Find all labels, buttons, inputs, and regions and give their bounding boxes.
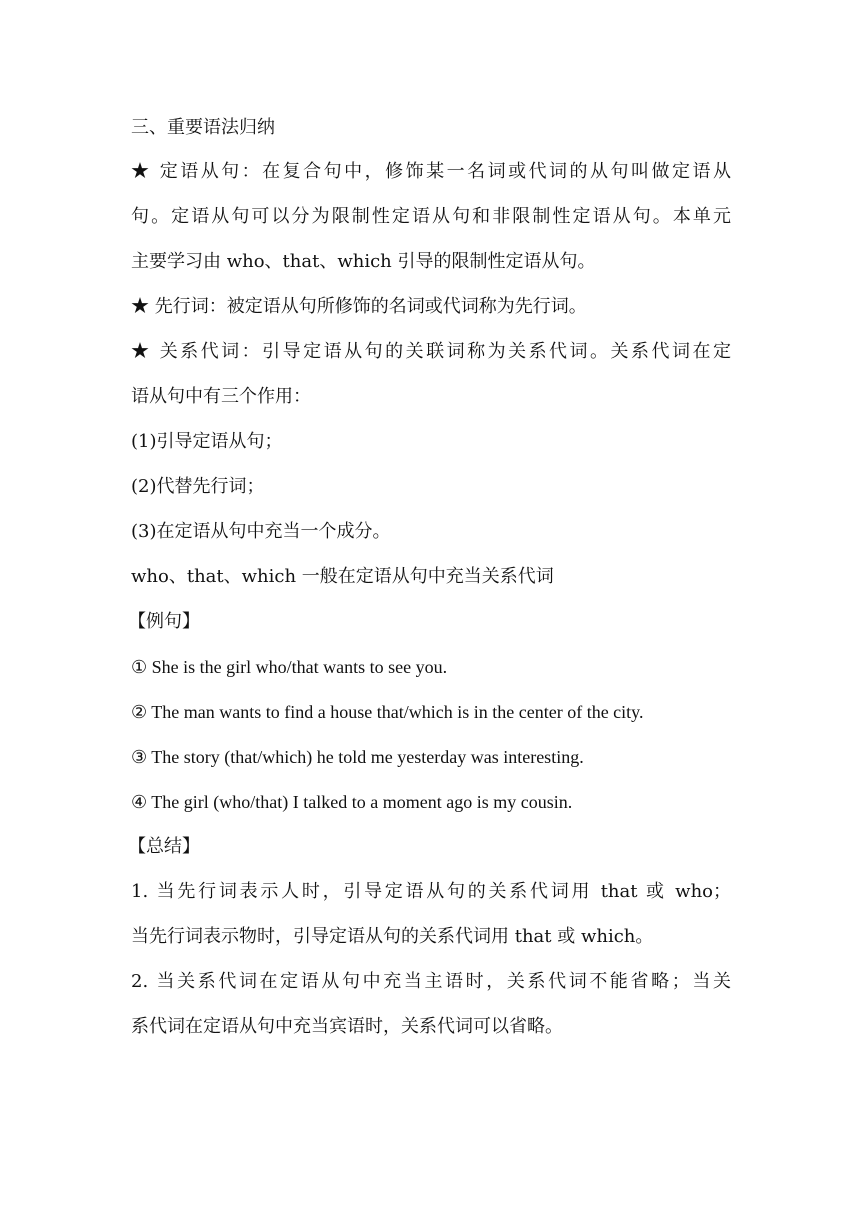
definition-relative-clause-line-1: ★ 定语从句：在复合句中，修饰某一名词或代词的从句叫做定语从 xyxy=(131,161,731,182)
summary-point-1-line-2: 当先行词表示物时，引导定语从句的关系代词用 that 或 which。 xyxy=(131,926,654,947)
definition-relative-pronoun-line-1: ★ 关系代词：引导定语从句的关联词称为关系代词。关系代词在定 xyxy=(131,341,731,362)
definition-relative-pronoun-line-2: 语从句中有三个作用： xyxy=(131,386,311,407)
examples-heading: 【例句】 xyxy=(128,611,200,632)
definition-relative-clause-line-2: 句。定语从句可以分为限制性定语从句和非限制性定语从句。本单元 xyxy=(131,206,731,227)
summary-point-2-line-2: 系代词在定语从句中充当宾语时，关系代词可以省略。 xyxy=(131,1016,563,1037)
usage-note: who、that、which 一般在定语从句中充当关系代词 xyxy=(131,566,554,587)
function-item-3: (3)在定语从句中充当一个成分。 xyxy=(131,521,391,542)
summary-heading: 【总结】 xyxy=(128,836,200,857)
function-item-1: (1)引导定语从句； xyxy=(131,431,283,452)
summary-point-2-line-1: 2. 当关系代词在定语从句中充当主语时，关系代词不能省略；当关 xyxy=(131,971,731,992)
example-sentence-3: ③ The story (that/which) he told me yesterday was interesting. xyxy=(131,747,584,767)
summary-point-1-line-1: 1. 当先行词表示人时，引导定语从句的关系代词用 that 或 who； xyxy=(131,881,731,902)
definition-antecedent: ★ 先行词：被定语从句所修饰的名词或代词称为先行词。 xyxy=(131,296,587,317)
definition-relative-clause-line-3: 主要学习由 who、that、which 引导的限制性定语从句。 xyxy=(131,251,596,272)
example-sentence-1: ① She is the girl who/that wants to see you. xyxy=(131,657,448,677)
function-item-2: (2)代替先行词； xyxy=(131,476,265,497)
example-sentence-2: ② The man wants to find a house that/which is in the center of the city. xyxy=(131,702,644,722)
section-title: 三、重要语法归纳 xyxy=(131,117,275,138)
example-sentence-4: ④ The girl (who/that) I talked to a moment ago is my cousin. xyxy=(131,792,573,812)
